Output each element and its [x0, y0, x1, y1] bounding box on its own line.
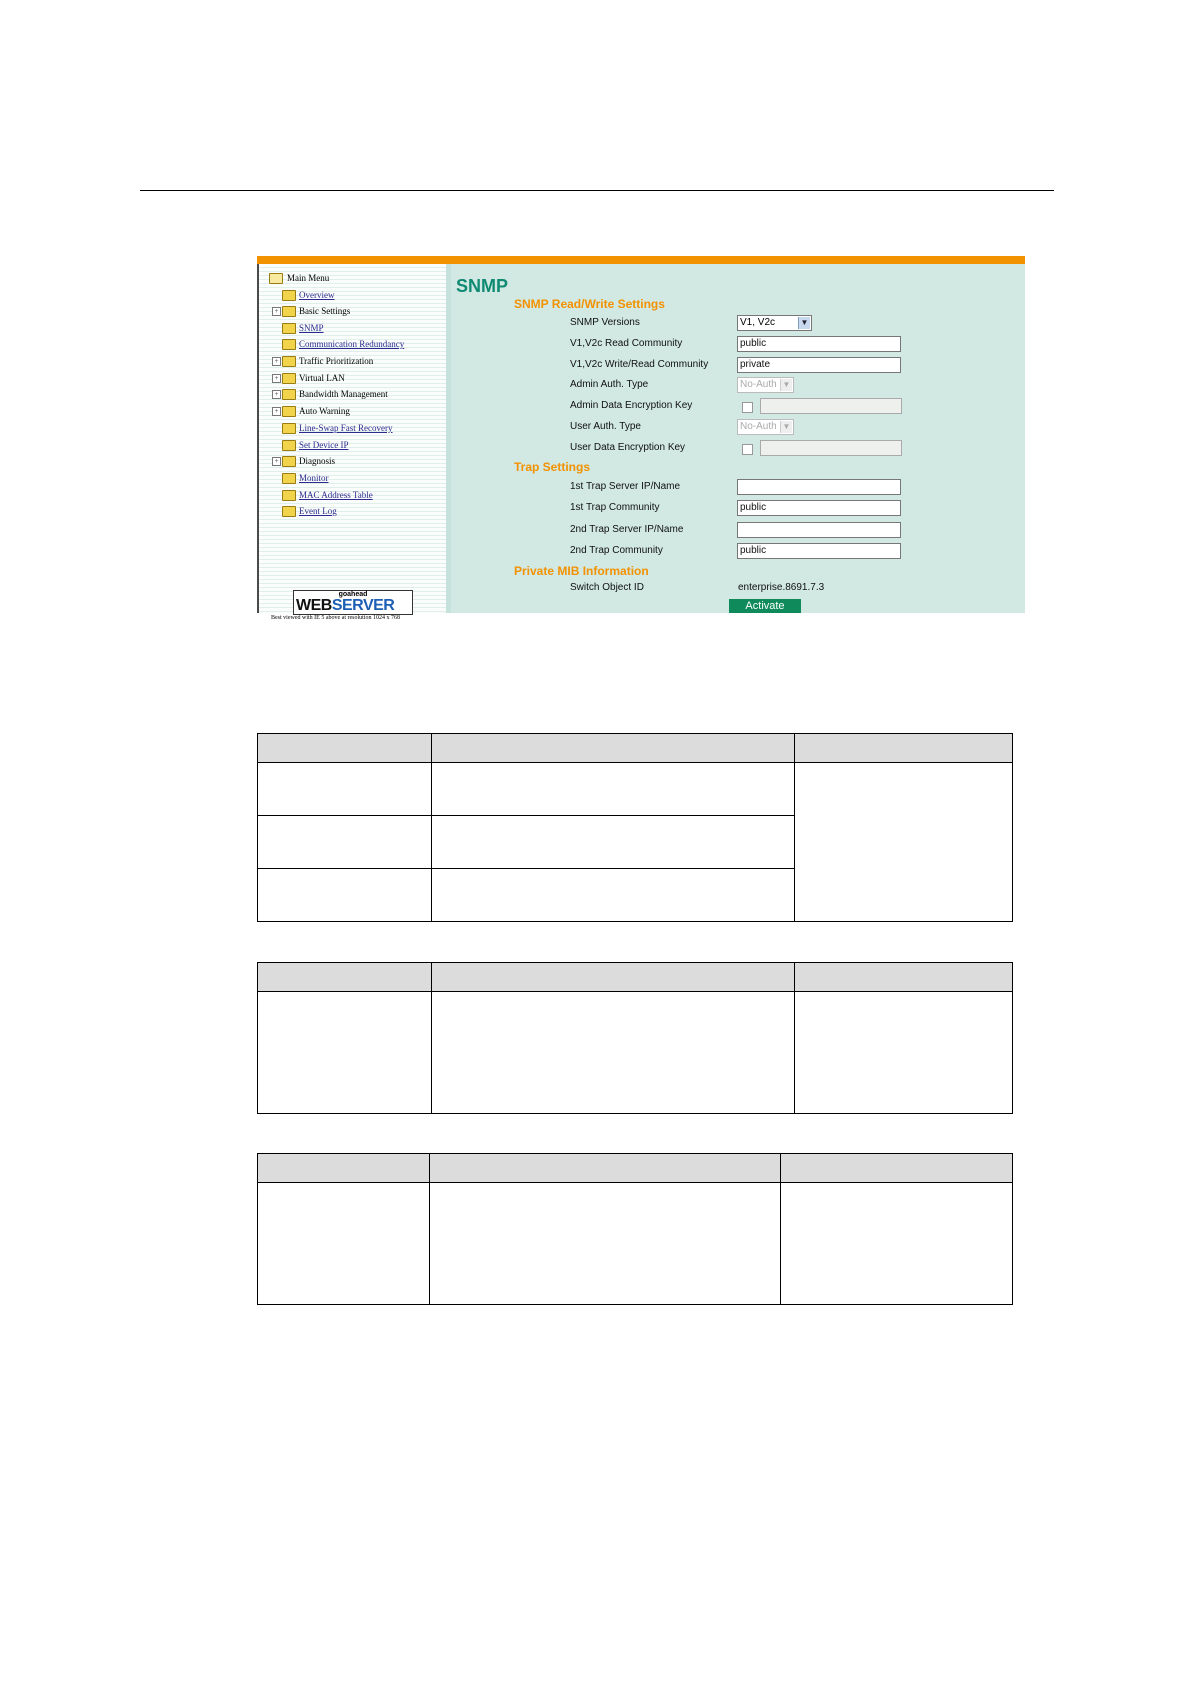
write-community-input[interactable]: private: [737, 357, 901, 373]
folder-icon: [282, 440, 296, 451]
table-cell: [258, 1183, 430, 1305]
page-title: SNMP: [456, 276, 509, 296]
table-cell: [432, 992, 795, 1114]
object-id-label: Switch Object ID: [570, 582, 644, 593]
orange-top-bar: [257, 256, 1025, 264]
expand-plus-icon[interactable]: +: [272, 357, 281, 366]
snmp-screenshot: [257, 256, 1025, 621]
table-header-row: [258, 734, 1013, 763]
admin-auth-label: Admin Auth. Type: [570, 379, 649, 390]
table-cell: [781, 1183, 1013, 1305]
folder-icon: [282, 339, 296, 350]
table-cell: [430, 1183, 781, 1305]
user-key-checkbox[interactable]: [742, 444, 753, 455]
expand-plus-icon[interactable]: +: [272, 374, 281, 383]
table-cell: [258, 816, 432, 869]
table-cell: [795, 763, 1013, 922]
chevron-down-icon: ▼: [780, 421, 792, 433]
header-rule: [140, 190, 1054, 191]
table-header-row: [258, 963, 1013, 992]
table-header-cell: [432, 963, 795, 992]
expand-plus-icon[interactable]: +: [272, 307, 281, 316]
goahead-webserver-logo: goahead WEBSERVER: [293, 590, 413, 615]
main-menu-tree: Main Menu Overview + Basic Settings SNMP Communication Redundancy + Traffic Prioritization + Virtual LAN + Bandwidth Management + Auto Warning Line-Swap Fast Recovery Set Device IP + Diagnosis Monitor MAC Address Table Event Log goahead WEBSERVER Best viewed with IE 5 above at resolution 1024 x 768: [259, 264, 446, 613]
table-cell: [258, 869, 432, 922]
table-header-row: [258, 1154, 1013, 1183]
folder-icon: [282, 506, 296, 517]
read-community-label: V1,V2c Read Community: [570, 338, 683, 349]
trap2-community-input[interactable]: public: [737, 543, 901, 559]
section-trap-settings: Trap Settings: [514, 460, 591, 474]
settings-table-3: [257, 1153, 1013, 1305]
table-row: [258, 763, 1013, 816]
admin-key-label: Admin Data Encryption Key: [570, 400, 693, 411]
user-auth-select[interactable]: No-Auth ▼: [737, 419, 794, 435]
table-header-cell: [258, 963, 432, 992]
folder-icon: [282, 356, 296, 367]
table-header-cell: [430, 1154, 781, 1183]
trap2-server-input[interactable]: [737, 522, 901, 538]
settings-table-1: [257, 733, 1013, 922]
expand-plus-icon[interactable]: +: [272, 407, 281, 416]
trap1-community-input[interactable]: public: [737, 500, 901, 516]
table-cell: [432, 869, 795, 922]
folder-icon: [282, 389, 296, 400]
user-key-label: User Data Encryption Key: [570, 442, 686, 453]
activate-button[interactable]: Activate: [729, 599, 801, 613]
table-cell: [432, 816, 795, 869]
folder-icon: [282, 373, 296, 384]
section-rw-settings: SNMP Read/Write Settings: [514, 297, 665, 311]
settings-table-2: [257, 962, 1013, 1114]
chevron-down-icon: ▼: [798, 317, 810, 329]
write-community-label: V1,V2c Write/Read Community: [570, 359, 709, 370]
snmp-versions-label: SNMP Versions: [570, 317, 640, 328]
table-header-cell: [258, 734, 432, 763]
chevron-down-icon: ▼: [780, 379, 792, 391]
folder-icon: [282, 473, 296, 484]
folder-icon: [282, 456, 296, 467]
open-folder-icon: [269, 273, 283, 284]
object-id-value: enterprise.8691.7.3: [738, 582, 825, 593]
table-cell: [432, 763, 795, 816]
folder-icon: [282, 423, 296, 434]
table-header-cell: [795, 963, 1013, 992]
user-key-input[interactable]: [760, 440, 902, 456]
section-private-mib: Private MIB Information: [514, 564, 649, 578]
read-community-input[interactable]: public: [737, 336, 901, 352]
table-header-cell: [258, 1154, 430, 1183]
trap1-server-label: 1st Trap Server IP/Name: [570, 481, 681, 492]
trap1-community-label: 1st Trap Community: [570, 502, 660, 513]
trap2-community-label: 2nd Trap Community: [570, 545, 663, 556]
folder-icon: [282, 290, 296, 301]
table-header-cell: [781, 1154, 1013, 1183]
table-cell: [258, 763, 432, 816]
frame-separator[interactable]: [446, 264, 451, 613]
expand-plus-icon[interactable]: +: [272, 457, 281, 466]
admin-auth-select[interactable]: No-Auth ▼: [737, 377, 794, 393]
table-header-cell: [432, 734, 795, 763]
admin-key-checkbox[interactable]: [742, 402, 753, 413]
folder-icon: [282, 490, 296, 501]
trap2-server-label: 2nd Trap Server IP/Name: [570, 524, 684, 535]
table-cell: [258, 992, 432, 1114]
folder-icon: [282, 406, 296, 417]
browser-footnote: Best viewed with IE 5 above at resolution 1024 x 768: [271, 615, 400, 621]
expand-plus-icon[interactable]: +: [272, 390, 281, 399]
table-header-cell: [795, 734, 1013, 763]
folder-icon: [282, 306, 296, 317]
table-row: [258, 992, 1013, 1114]
table-row: [258, 1183, 1013, 1305]
snmp-versions-select[interactable]: V1, V2c ▼: [737, 315, 812, 331]
admin-key-input[interactable]: [760, 398, 902, 414]
folder-icon: [282, 323, 296, 334]
user-auth-label: User Auth. Type: [570, 421, 641, 432]
table-cell: [795, 992, 1013, 1114]
trap1-server-input[interactable]: [737, 479, 901, 495]
